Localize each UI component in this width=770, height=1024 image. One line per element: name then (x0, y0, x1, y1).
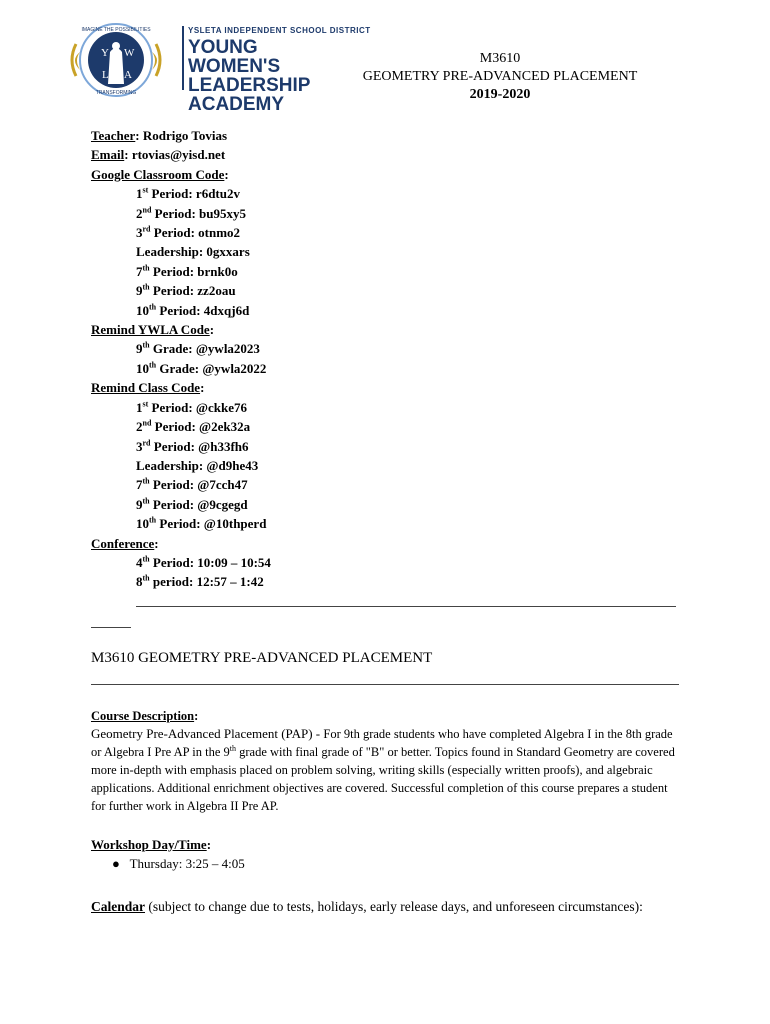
google-label: Google Classroom Code (91, 166, 225, 182)
ordinal-suffix: th (142, 282, 150, 292)
remind-class-item (91, 398, 271, 417)
google-heading (91, 165, 271, 184)
google-code-item (91, 204, 271, 223)
remind-ywla-item (91, 339, 271, 358)
ordinal-number: 4 (136, 554, 143, 570)
workshop-heading (91, 836, 681, 854)
course-description (91, 707, 681, 815)
academy-line-2: LEADERSHIP (188, 75, 311, 96)
code-text: Period: @10thperd (156, 516, 267, 532)
code-text: Period: @7cch47 (149, 477, 248, 493)
calendar-label: Calendar (91, 899, 145, 914)
ordinal-suffix: nd (142, 205, 152, 215)
code-text: Grade: @ywla2022 (156, 360, 267, 376)
code-text: Period: otnmo2 (150, 225, 241, 241)
code-text: Period: @h33fh6 (150, 438, 249, 454)
ordinal-number: 7 (136, 263, 143, 279)
ordinal-suffix: st (142, 185, 149, 195)
academy-line-3: ACADEMY (188, 94, 285, 115)
workshop-label: Workshop Day/Time (91, 837, 207, 852)
remind-class-heading (91, 378, 271, 397)
ordinal-number: 10 (136, 516, 149, 532)
remind-class-item (91, 417, 271, 436)
google-code-item (91, 242, 271, 261)
ordinal-number: 2 (136, 419, 143, 435)
seal-motto: IMAGINE THE POSSIBILITIES (81, 27, 151, 33)
ordinal-number: 8 (136, 574, 143, 590)
remind-ywla-list (91, 339, 271, 378)
bullet-icon: ● (112, 856, 120, 871)
remind-class-item (91, 514, 271, 533)
colon: : (224, 166, 229, 182)
school-year: 2019-2020 (469, 87, 531, 102)
code-text: Leadership: 0gxxars (136, 244, 250, 260)
ordinal-suffix: th (149, 360, 157, 370)
district-name: YSLETA INDEPENDENT SCHOOL DISTRICT (188, 26, 371, 35)
seal-letter: A (124, 69, 132, 81)
divider-stub (91, 627, 131, 628)
code-text: Period: brnk0o (149, 263, 238, 279)
code-text: Leadership: @d9he43 (136, 457, 259, 473)
remind-class-list (91, 398, 271, 534)
academy-line-1: YOUNG WOMEN'S (188, 37, 281, 77)
code-text: Period: @2ek32a (151, 419, 251, 435)
description-lead: Geometry Pre-Advanced Placement (PAP) - (91, 726, 324, 741)
teacher-name: : Rodrigo Tovias (135, 128, 228, 143)
ordinal-suffix: nd (142, 418, 152, 428)
conference-heading (91, 534, 271, 553)
ordinal-suffix: th (142, 574, 150, 584)
logo-divider (182, 26, 184, 90)
email-value: : rtovias@yisd.net (124, 147, 226, 163)
google-code-item (91, 184, 271, 203)
calendar-line (91, 898, 691, 916)
remind-class-label: Remind Class Code (91, 380, 201, 396)
ordinal-suffix: th (142, 476, 150, 486)
workshop-item (112, 856, 245, 872)
description-sup: th (229, 743, 236, 753)
calendar-note: (subject to change due to tests, holidays, early release days, and unforeseen circumstances): (145, 899, 643, 914)
ordinal-suffix: th (142, 554, 150, 564)
remind-ywla-label: Remind YWLA Code (91, 322, 210, 338)
code-text: Period: @ckke76 (148, 399, 248, 415)
teacher-label: Teacher (91, 128, 136, 143)
workshop-time: Thursday: 3:25 – 4:05 (129, 856, 245, 871)
ordinal-suffix: th (142, 263, 150, 273)
course-code: M3610 (479, 51, 521, 66)
description-text-1: For 9th grade students who have completed Algebra I in the 8th grade or Algebra I Pre AP in the 9 (91, 727, 673, 759)
code-text: Period: r6dtu2v (148, 186, 240, 202)
colon: : (206, 837, 212, 852)
remind-class-item (91, 437, 271, 456)
remind-ywla-item (91, 359, 271, 378)
seal-letter: Y (101, 47, 109, 59)
ordinal-number: 1 (136, 399, 143, 415)
conference-item (91, 572, 271, 591)
remind-class-item (91, 495, 271, 514)
google-code-item (91, 301, 271, 320)
seal-ribbon: TRANSFORMING (95, 90, 137, 96)
ordinal-number: 2 (136, 205, 143, 221)
code-text: Grade: @ywla2023 (149, 341, 260, 357)
google-code-item (91, 223, 271, 242)
ordinal-suffix: rd (142, 438, 151, 448)
seal-letter: W (124, 47, 135, 59)
ordinal-number: 9 (136, 283, 143, 299)
conference-item (91, 553, 271, 572)
ordinal-suffix: th (142, 496, 150, 506)
ordinal-number: 3 (136, 438, 143, 454)
seal-icon (66, 22, 166, 98)
colon: : (194, 709, 199, 723)
ordinal-number: 9 (136, 341, 143, 357)
google-code-list (91, 184, 271, 320)
ordinal-suffix: th (142, 341, 150, 351)
contact-info (91, 126, 271, 592)
ordinal-number: 1 (136, 186, 143, 202)
code-text: Period: zz2oau (149, 283, 236, 299)
colon: : (200, 380, 205, 396)
section-rule (91, 684, 679, 685)
divider-line (136, 606, 676, 607)
ordinal-number: 10 (136, 302, 149, 318)
description-text-2: grade with final grade of "B" or better. Topics found in Standard Geometry are covered more in-depth with emphasis placed on problem solving, writing skills (especially written proofs), and algebraic applications. Additional enrichment objectives are covered. Successful completion of this course prepares a student for further work in Algebra II Pre AP. (91, 745, 675, 813)
ordinal-number: 10 (136, 360, 149, 376)
teacher-line (91, 126, 271, 145)
code-text: Period: 10:09 – 10:54 (149, 554, 271, 570)
code-text: Period: @9cgegd (149, 496, 248, 512)
ordinal-suffix: st (142, 399, 149, 409)
colon: : (154, 535, 159, 551)
school-logo (66, 22, 371, 115)
email-label: Email (91, 147, 125, 163)
google-code-item (91, 262, 271, 281)
google-code-item (91, 281, 271, 300)
email-line (91, 145, 271, 164)
ordinal-suffix: th (149, 302, 157, 312)
remind-ywla-heading (91, 320, 271, 339)
ordinal-number: 9 (136, 496, 143, 512)
colon: : (209, 322, 215, 338)
ordinal-suffix: rd (142, 224, 151, 234)
course-title: GEOMETRY PRE-ADVANCED PLACEMENT (362, 69, 638, 84)
code-text: Period: 4dxqj6d (156, 302, 250, 318)
remind-class-item (91, 456, 271, 475)
remind-class-item (91, 475, 271, 494)
ordinal-suffix: th (149, 515, 157, 525)
ordinal-number: 3 (136, 225, 143, 241)
seal-letter: L (102, 69, 109, 81)
code-text: period: 12:57 – 1:42 (149, 574, 264, 590)
section-title: M3610 GEOMETRY PRE-ADVANCED PLACEMENT (91, 650, 433, 666)
ordinal-number: 7 (136, 477, 143, 493)
description-label: Course Description (91, 709, 195, 723)
code-text: Period: bu95xy5 (151, 205, 247, 221)
conference-label: Conference (91, 535, 155, 551)
conference-list (91, 553, 271, 592)
